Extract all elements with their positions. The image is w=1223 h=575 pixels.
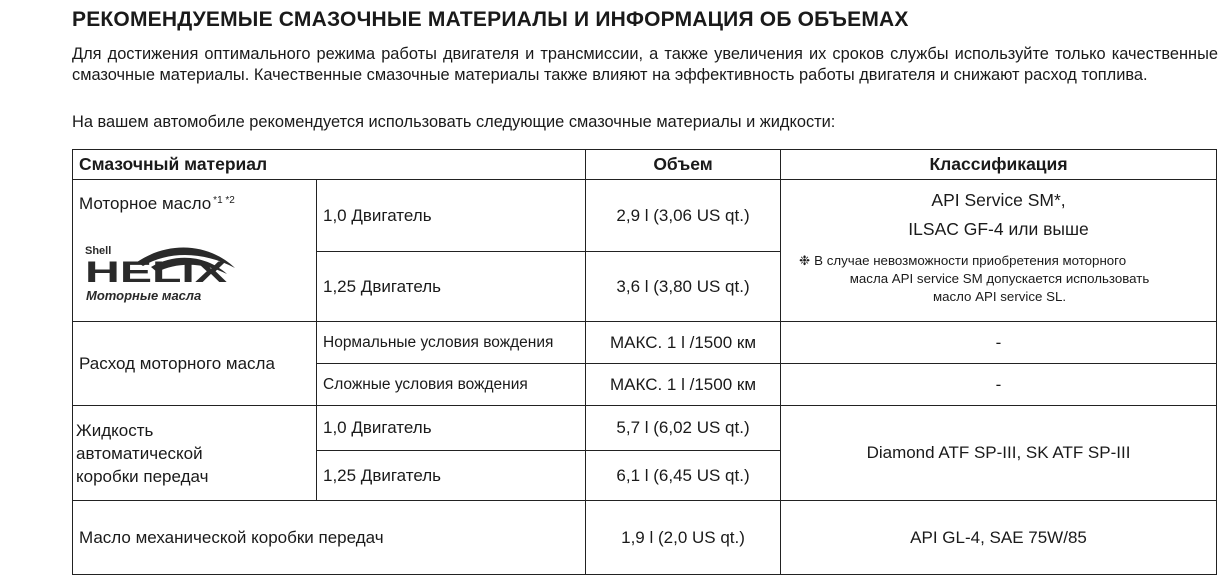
atf-engine-2: 1,25 Двигатель <box>317 451 586 501</box>
note-line2: масла API service SM допускается использовать <box>849 271 1150 286</box>
table-row <box>73 406 1217 451</box>
consumption-volume-severe: МАКС. 1 l /1500 км <box>586 364 781 406</box>
atf-volume-1: 5,7 l (6,02 US qt.) <box>586 406 781 451</box>
atf-label-line1: Жидкость <box>76 420 154 440</box>
intro-paragraph: Для достижения оптимального режима работы двигателя и трансмиссии, а также увеличения их сроков службы используйте только качественные смазочные материалы. Качественные смазочные материалы также влияют на эффективность работы двигателя и снижают расход топлива. <box>72 45 1218 84</box>
table-header-row <box>73 150 1217 180</box>
engine-oil-note <box>799 252 1200 306</box>
header-material: Смазочный материал <box>73 150 586 180</box>
lubricants-table <box>72 149 1217 575</box>
engine-oil-engine-2: 1,25 Двигатель <box>317 252 586 322</box>
mtf-volume: 1,9 l (2,0 US qt.) <box>586 501 781 575</box>
atf-label <box>73 406 317 501</box>
header-classification: Классификация <box>781 150 1217 180</box>
engine-oil-engine-1: 1,0 Двигатель <box>317 180 586 252</box>
table-row <box>73 322 1217 364</box>
atf-label-line2: автоматической <box>76 443 203 463</box>
intro-recommendation: На вашем автомобиле рекомендуется использовать следующие смазочные материалы и жидкости: <box>72 113 836 131</box>
engine-oil-class-line2: ILSAC GF-4 или выше <box>908 219 1089 239</box>
table-row <box>73 501 1217 575</box>
header-volume: Объем <box>586 150 781 180</box>
engine-oil-volume-1: 2,9 l (3,06 US qt.) <box>586 180 781 252</box>
logo-caption-text: Моторные масла <box>86 288 202 303</box>
mtf-classification: API GL-4, SAE 75W/85 <box>781 501 1217 575</box>
atf-classification: Diamond ATF SP-III, SK ATF SP-III <box>781 406 1217 501</box>
condition-severe: Сложные условия вождения <box>317 364 586 406</box>
consumption-class-normal: - <box>781 322 1217 364</box>
engine-oil-cell <box>73 180 317 322</box>
engine-oil-label: Моторное масло $^{*1 *2}$ <box>79 194 235 213</box>
condition-normal: Нормальные условия вождения <box>317 322 586 364</box>
consumption-class-severe: - <box>781 364 1217 406</box>
note-mark-icon: ❉ <box>799 253 811 268</box>
helix-logo-graphic <box>85 242 235 304</box>
engine-oil-classification <box>781 180 1217 322</box>
logo-helix-text: HELIX <box>85 256 227 289</box>
note-line3: масло API service SL. <box>932 289 1067 304</box>
mtf-label: Масло механической коробки передач <box>73 501 586 575</box>
engine-oil-volume-2: 3,6 l (3,80 US qt.) <box>586 252 781 322</box>
note-line1: В случае невозможности приобретения моторного <box>814 253 1127 268</box>
atf-volume-2: 6,1 l (6,45 US qt.) <box>586 451 781 501</box>
atf-engine-1: 1,0 Двигатель <box>317 406 586 451</box>
engine-oil-footnotes: *1 *2 <box>213 195 235 206</box>
page-title: РЕКОМЕНДУЕМЫЕ СМАЗОЧНЫЕ МАТЕРИАЛЫ И ИНФОРМАЦИЯ ОБ ОБЪЕМАХ <box>72 8 909 31</box>
oil-consumption-label: Расход моторного масла <box>73 322 317 406</box>
shell-helix-logo <box>85 242 235 304</box>
table-row <box>73 180 1217 252</box>
engine-oil-class-line1: API Service SM*, <box>931 190 1066 210</box>
atf-label-line3: коробки передач <box>76 466 209 486</box>
logo-brand-text: Shell <box>85 245 112 257</box>
consumption-volume-normal: МАКС. 1 l /1500 км <box>586 322 781 364</box>
